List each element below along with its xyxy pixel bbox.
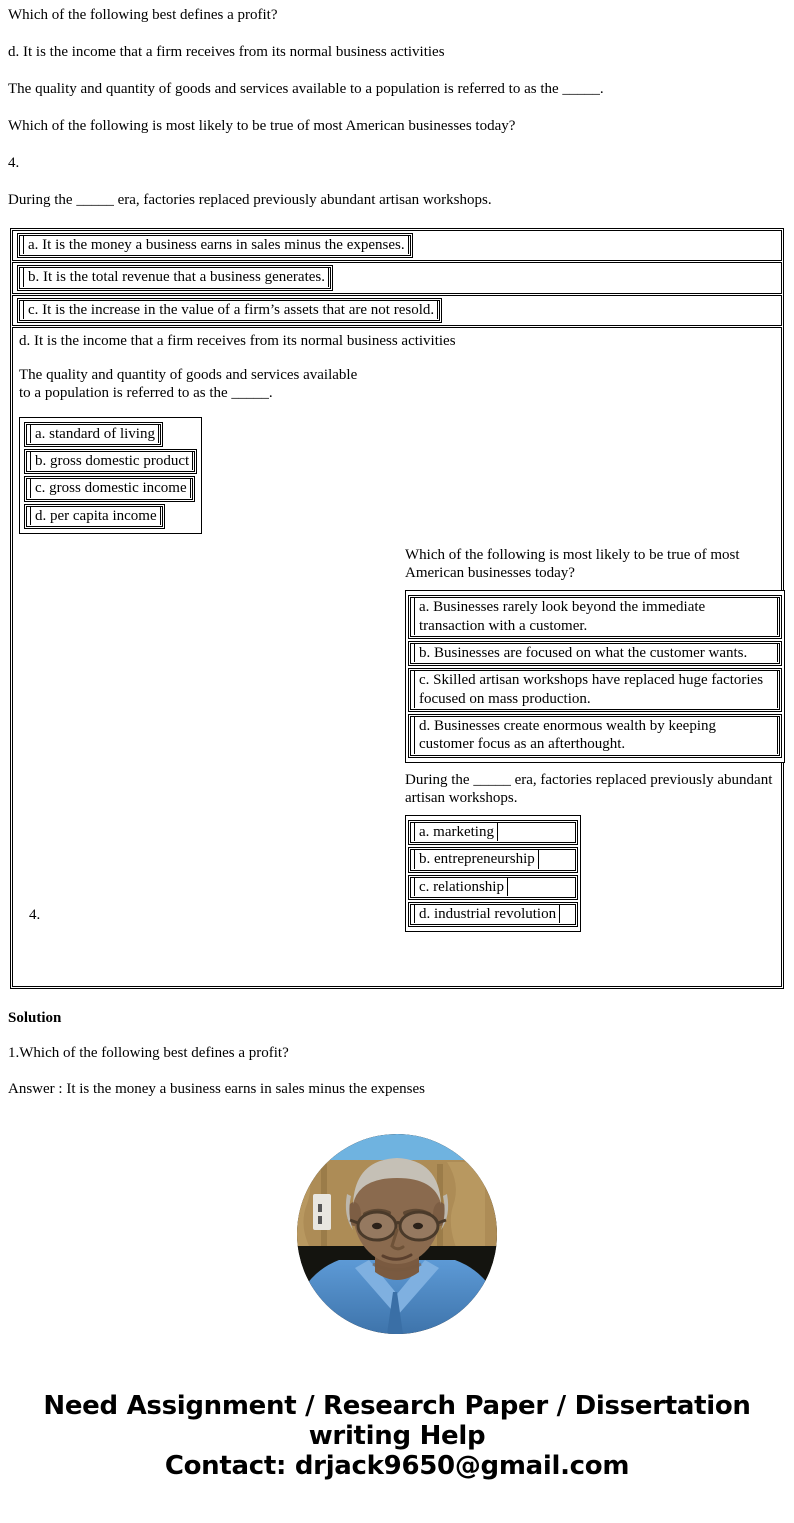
q3-options-list [405,590,785,762]
option-c-q2-frame [26,478,193,499]
option-b-q2-label: b. gross domestic product [30,452,193,470]
avatar-container [8,1134,786,1339]
option-b-q1-label: b. It is the total revenue that a business generates. [23,268,329,286]
intro-line-2: d. It is the income that a firm receives from its normal business activities [8,44,445,60]
option-c-q3-frame [410,670,780,710]
solution-section [8,1009,786,1098]
option-a-q1[interactable] [17,233,413,258]
option-c-q2[interactable] [24,476,195,501]
item-number: 4. [29,906,41,923]
option-d-q3-label: d. Businesses create enormous wealth by keeping customer focus as an afterthought. [414,717,778,754]
solution-question: 1.Which of the following best defines a profit? [8,1044,289,1061]
profile-photo-icon [297,1134,497,1334]
option-d-q2-frame [26,506,163,527]
option-c-q1[interactable] [17,298,442,323]
option-a-q1-label: a. It is the money a business earns in sales minus the expenses. [23,236,409,254]
table-row-detail [12,327,782,987]
option-c-q1-frame [19,300,440,321]
promo-line-3: Contact: drjack9650@gmail.com [164,1451,630,1482]
option-a-q4-label: a. marketing [414,823,498,841]
intro-line-3: The quality and quantity of goods and services available to a population is referred to as the _____. [8,81,604,97]
option-d-q3-frame [410,716,780,756]
option-b-q4-frame [410,849,576,870]
q2-prompt-line-2: to a population is referred to as the _____. [19,385,273,402]
option-a-q3-frame [410,597,780,637]
option-a-q2-label: a. standard of living [30,425,159,443]
option-c-q4-frame [410,877,576,898]
option-a-q3[interactable] [408,595,782,639]
option-d-q1-label: d. It is the income that a firm receives from its normal business activities [19,332,456,349]
table-row [12,295,782,326]
solution-heading: Solution [8,1009,62,1026]
option-c-q3-label: c. Skilled artisan workshops have replaced huge factories focused on mass production. [414,671,778,708]
table-row [12,262,782,293]
option-c-q4[interactable] [408,875,578,900]
intro-line-5: 4. [8,155,20,171]
option-a-q3-label: a. Businesses rarely look beyond the immediate transaction with a customer. [414,598,778,635]
option-d-q2[interactable] [24,504,165,529]
intro-paragraphs [8,0,786,209]
option-b-q3-label: b. Businesses are focused on what the customer wants. [414,644,778,662]
option-a-q4[interactable] [408,820,578,845]
q4-options-list [405,815,581,932]
option-b-q2[interactable] [24,449,197,474]
option-c-q2-label: c. gross domestic income [30,479,191,497]
option-b-q3[interactable] [408,641,782,666]
option-d-q3[interactable] [408,714,782,758]
promo-line-2: writing Help [308,1421,486,1452]
option-c-q3[interactable] [408,668,782,712]
option-b-q4[interactable] [408,847,578,872]
option-b-q2-frame [26,451,195,472]
option-a-q2-frame [26,424,161,445]
option-c-q4-label: c. relationship [414,878,508,896]
quiz-table [10,228,784,989]
option-b-q3-frame [410,643,780,664]
option-c-q1-label: c. It is the increase in the value of a firm’s assets that are not resold. [23,301,438,319]
option-a-q1-frame [19,235,411,256]
option-a-q4-frame [410,822,576,843]
avatar [297,1134,497,1334]
option-d-q4-frame [410,904,576,925]
intro-line-4: Which of the following is most likely to be true of most American businesses today? [8,118,516,134]
option-b-q1[interactable] [17,265,333,290]
q4-prompt: During the _____ era, factories replaced previously abundant artisan workshops. [405,771,777,806]
option-a-q2[interactable] [24,422,163,447]
promo-line-1: Need Assignment / Research Paper / Dissertation [43,1390,751,1421]
option-b-q4-label: b. entrepreneurship [414,850,539,868]
table-row [12,230,782,261]
option-d-q4[interactable] [408,902,578,927]
spacer [19,350,777,366]
q2-options-list [19,417,202,534]
solution-answer: Answer : It is the money a business earns in sales minus the expenses [8,1080,426,1097]
option-b-q1-frame [19,267,331,288]
intro-line-1: Which of the following best defines a profit? [8,7,278,23]
right-column [405,546,785,940]
q2-prompt-line-1: The quality and quantity of goods and services available [19,367,358,384]
promo-footer [8,1391,786,1511]
option-d-q2-label: d. per capita income [30,507,161,525]
option-d-q4-label: d. industrial revolution [414,905,560,923]
intro-line-6: During the _____ era, factories replaced previously abundant artisan workshops. [8,192,492,208]
q3-prompt: Which of the following is most likely to be true of most American businesses today? [405,546,743,582]
